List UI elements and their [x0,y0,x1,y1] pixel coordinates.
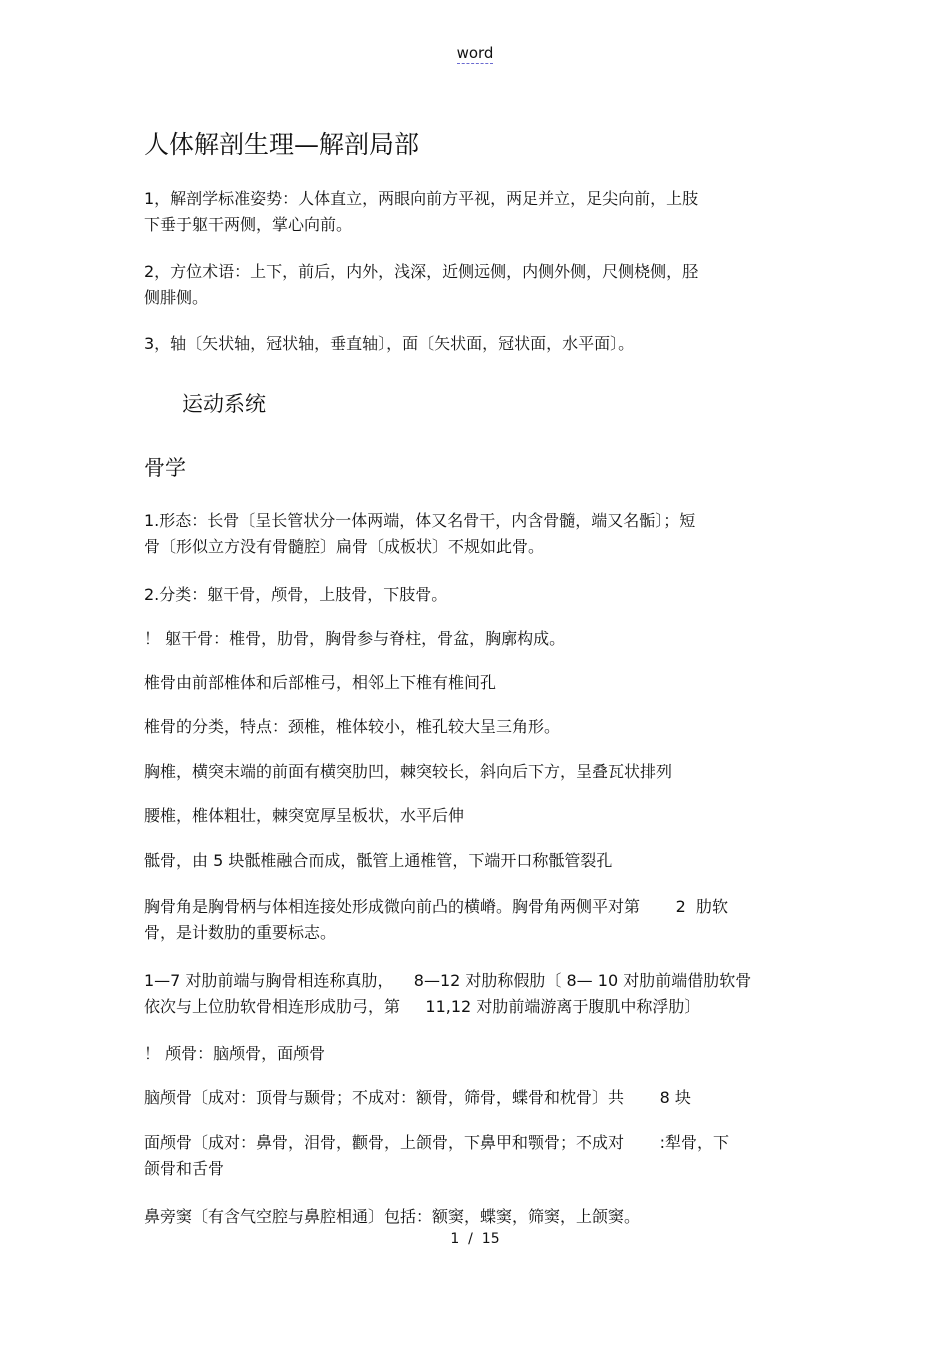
paragraph-2 [144,259,816,311]
paragraph-line: 骨〔形似立方没有骨髓腔〕扁骨〔成板状〕不规如此骨。 [144,537,545,556]
paragraph-line: 1—7 对肋前端与胸骨相连称真肋， 8—12 对肋称假肋〔 8— 10 对肋前端借肋软骨 [144,971,752,990]
section-heading-motion: 运动系统 [182,392,266,416]
paragraph-line: 骶骨，由 5 块骶椎融合而成，骶管上通椎管，下端开口称骶管裂孔 [144,851,613,870]
paragraph-3 [144,331,816,357]
paragraph-line: 骨，是计数肋的重要标志。 [144,923,337,942]
paragraph-line: 下垂于躯干两侧，掌心向前。 [144,215,353,234]
paragraph-1 [144,186,816,238]
paragraph-line: 胸椎，横突末端的前面有横突肋凹，棘突较长，斜向后下方，呈叠瓦状排列 [144,762,673,781]
bone-paragraph [144,759,816,785]
header-label: word [456,44,494,62]
paragraph-line: 鼻旁窦〔有含气空腔与鼻腔相通〕包括：额窦，蝶窦，筛窦，上颌窦。 [144,1207,641,1226]
paragraph-line: 胸骨角是胸骨柄与体相连接处形成微向前凸的横嵴。胸骨角两侧平对第 2 肋软 [144,897,728,916]
paragraph-line: 椎骨的分类，特点：颈椎，椎体较小，椎孔较大呈三角形。 [144,717,561,736]
paragraph-line: 1，解剖学标准姿势：人体直立，两眼向前方平视，两足并立，足尖向前，上肢 [144,189,699,208]
bone-paragraph [144,1041,816,1067]
paragraph-line: 依次与上位肋软骨相连形成肋弓，第 11,12 对肋前端游离于腹肌中称浮肋〕 [144,997,701,1016]
bone-paragraph [144,626,816,652]
bone-paragraph [144,968,816,1020]
paragraph-line: 椎骨由前部椎体和后部椎弓，相邻上下椎有椎间孔 [144,673,497,692]
page-header [0,44,950,62]
bone-paragraph [144,803,816,829]
paragraph-line: 脑颅骨〔成对：顶骨与颞骨；不成对：额骨，筛骨，蝶骨和枕骨〕共 8 块 [144,1088,691,1107]
bone-paragraph [144,670,816,696]
bone-paragraph [144,508,816,560]
page-number: 1 / 15 [450,1231,500,1247]
section-heading-bone: 骨学 [144,456,186,480]
paragraph-line: 1.形态：长骨〔呈长管状分一体两端，体又名骨干，内含骨髓，端又名骺〕；短 [144,511,696,530]
bone-paragraph [144,1204,816,1230]
paragraph-line: ！ 颅骨：脑颅骨，面颅骨 [144,1044,326,1063]
document-title: 人体解剖生理—解剖局部 [144,130,420,159]
paragraph-line: 3，轴〔矢状轴，冠状轴，垂直轴〕，面〔矢状面，冠状面，水平面〕。 [144,334,635,353]
paragraph-line: 2，方位术语：上下，前后，内外，浅深，近侧远侧，内侧外侧，尺侧桡侧，胫 [144,262,699,281]
bone-paragraph [144,848,816,874]
paragraph-line: 侧腓侧。 [144,288,209,307]
bone-paragraph [144,894,816,946]
bone-paragraph [144,1130,816,1182]
paragraph-line: 颌骨和舌骨 [144,1159,225,1178]
bone-paragraph [144,714,816,740]
bone-paragraph [144,1085,816,1111]
paragraph-line: ！ 躯干骨：椎骨，肋骨，胸骨参与脊柱，骨盆，胸廓构成。 [144,629,566,648]
paragraph-line: 面颅骨〔成对：鼻骨，泪骨，颧骨，上颌骨，下鼻甲和颚骨；不成对 :犁骨，下 [144,1133,729,1152]
paragraph-line: 2.分类：躯干骨，颅骨，上肢骨，下肢骨。 [144,585,448,604]
bone-paragraph [144,582,816,608]
paragraph-line: 腰椎，椎体粗壮，棘突宽厚呈板状，水平后伸 [144,806,465,825]
